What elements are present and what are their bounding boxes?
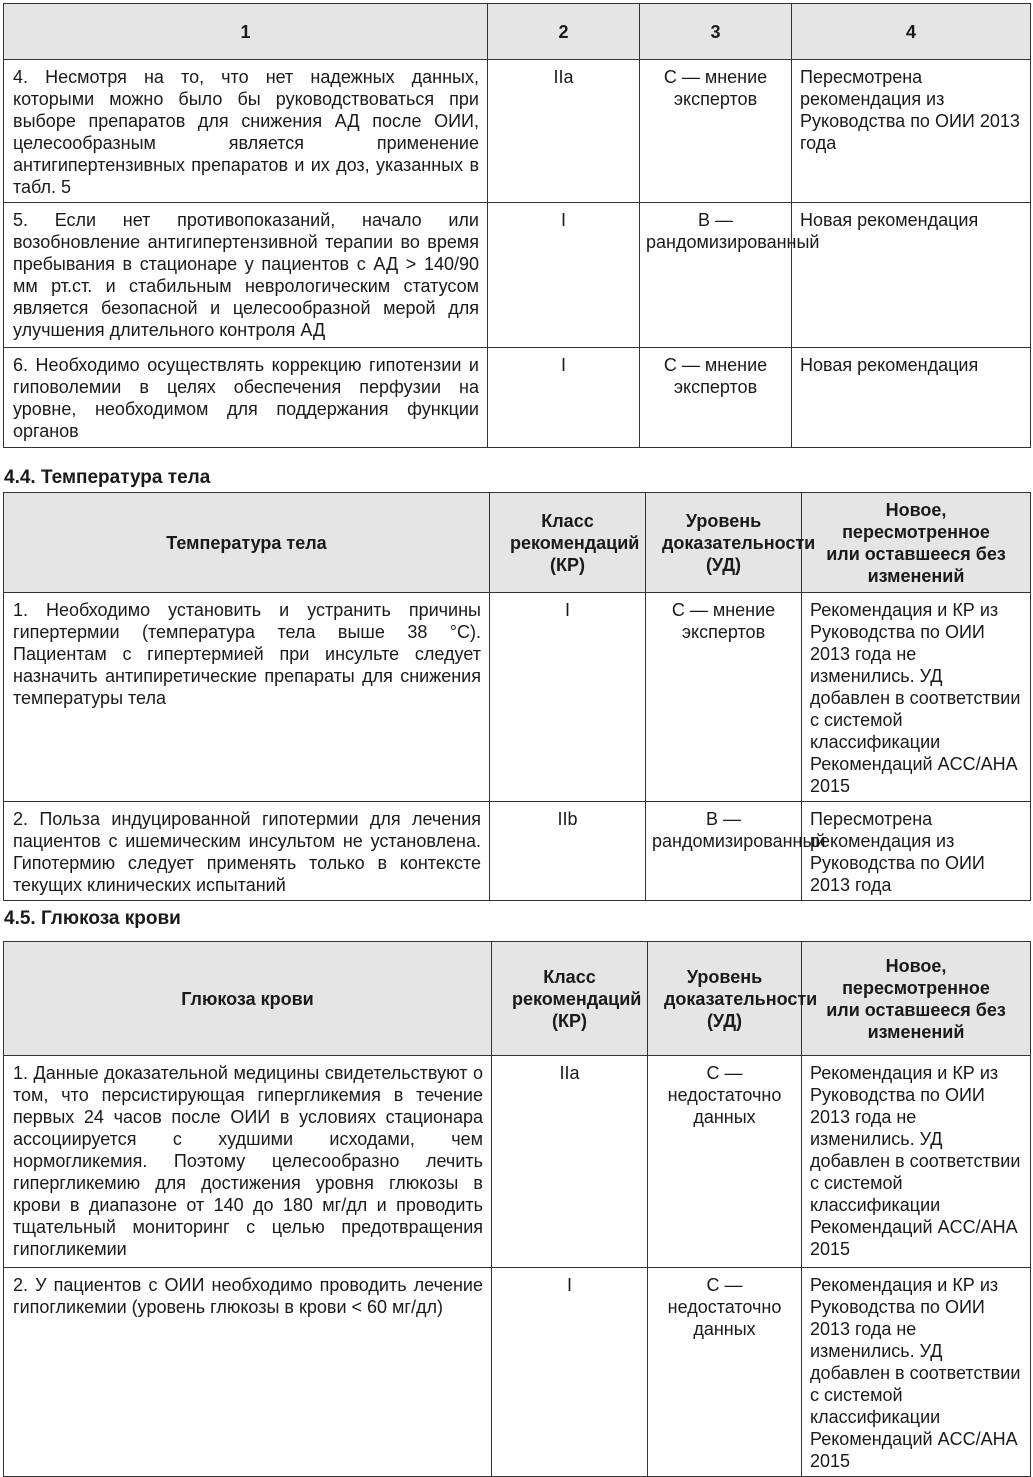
- evidence-level: C — недостаточно данных: [648, 1056, 802, 1268]
- recommendation-class: I: [490, 593, 646, 802]
- column-header: Класс рекомендаций (КР): [492, 942, 648, 1056]
- evidence-level: C — недостаточно данных: [648, 1268, 802, 1477]
- column-header: 2: [488, 4, 640, 60]
- table-row: [4, 593, 1031, 802]
- recommendation-text: 5. Если нет противопоказаний, начало или возобновление антигипертензивной терапии во время пребывания в стационаре у пациентов с АД > 140/90 мм рт.ст. и стабильным неврологическим статусом является безопасной и целесообразной мерой для улучшения длительного контроля АД: [4, 203, 488, 348]
- recommendation-status: Пересмотрена рекомендация из Руководства по ОИИ 2013 года: [792, 60, 1031, 203]
- column-header: Глюкоза крови: [4, 942, 492, 1056]
- column-header: Новое, пересмотренное или оставшееся без изменений: [802, 493, 1031, 593]
- evidence-level: C — мнение экспертов: [640, 348, 792, 448]
- recommendation-text: 1. Данные доказательной медицины свидетельствуют о том, что персистирующая гипергликемия в течение первых 24 часов после ОИИ в условиях стационара ассоциируется с худшими исходами, чем нормогликемия. Поэтому целесообразно лечить гипергликемию для достижения уровня глюкозы в крови в диапазоне от 140 до 180 мг/дл и проводить тщательный мониторинг с целью предотвращения гипогликемии: [4, 1056, 492, 1268]
- recommendation-status: Пересмотрена рекомендация из Руководства по ОИИ 2013 года: [802, 802, 1031, 901]
- recommendation-status: Рекомендация и КР из Руководства по ОИИ 2013 года не изменились. УД добавлен в соответствии с системой классификации Рекомендаций ACC/AHA 2015: [802, 593, 1031, 802]
- blood-pressure-table-continuation: [3, 3, 1031, 448]
- recommendation-text: 1. Необходимо установить и устранить причины гипертермии (температура тела выше 38 °С). Пациентам с гипертермией при инсульте следует назначить антипиретические препараты для снижения температуры тела: [4, 593, 490, 802]
- table-row: [4, 1268, 1031, 1477]
- recommendation-class: I: [488, 348, 640, 448]
- header-row: [4, 942, 1031, 1056]
- header-row: [4, 4, 1031, 60]
- recommendation-class: IIa: [492, 1056, 648, 1268]
- table-row: [4, 1056, 1031, 1268]
- column-header: 1: [4, 4, 488, 60]
- table-row: [4, 203, 1031, 348]
- recommendation-text: 6. Необходимо осуществлять коррекцию гипотензии и гиповолемии в целях обеспечения перфузии на уровне, необходимом для поддержания функции органов: [4, 348, 488, 448]
- section-heading-temperature: 4.4. Температура тела: [4, 467, 211, 488]
- table-row: [4, 348, 1031, 448]
- recommendation-class: I: [492, 1268, 648, 1477]
- recommendation-status: Рекомендация и КР из Руководства по ОИИ 2013 года не изменились. УД добавлен в соответствии с системой классификации Рекомендаций ACC/AHA 2015: [802, 1268, 1031, 1477]
- column-header: 3: [640, 4, 792, 60]
- column-header: Новое, пересмотренное или оставшееся без изменений: [802, 942, 1031, 1056]
- column-header: 4: [792, 4, 1031, 60]
- column-header: Уровень доказательности (УД): [646, 493, 802, 593]
- evidence-level: C — мнение экспертов: [640, 60, 792, 203]
- column-header: Температура тела: [4, 493, 490, 593]
- recommendation-text: 2. У пациентов с ОИИ необходимо проводить лечение гипогликемии (уровень глюкозы в крови < 60 мг/дл): [4, 1268, 492, 1477]
- evidence-level: C — мнение экспертов: [646, 593, 802, 802]
- evidence-level: B — рандомизированный: [646, 802, 802, 901]
- recommendation-status: Новая рекомендация: [792, 203, 1031, 348]
- recommendation-class: IIa: [488, 60, 640, 203]
- recommendation-status: Новая рекомендация: [792, 348, 1031, 448]
- evidence-level: B — рандомизированный: [640, 203, 792, 348]
- recommendation-class: IIb: [490, 802, 646, 901]
- recommendation-text: 2. Польза индуцированной гипотермии для лечения пациентов с ишемическим инсультом не установлена. Гипотермию следует применять только в контексте текущих клинических испытаний: [4, 802, 490, 901]
- recommendation-class: I: [488, 203, 640, 348]
- section-heading-glucose: 4.5. Глюкоза крови: [4, 908, 181, 929]
- table-row: [4, 60, 1031, 203]
- recommendation-status: Рекомендация и КР из Руководства по ОИИ 2013 года не изменились. УД добавлен в соответствии с системой классификации Рекомендаций ACC/AHA 2015: [802, 1056, 1031, 1268]
- column-header: Класс рекомендаций (КР): [490, 493, 646, 593]
- glucose-table: [3, 941, 1031, 1477]
- table-row: [4, 802, 1031, 901]
- column-header: Уровень доказательности (УД): [648, 942, 802, 1056]
- recommendation-text: 4. Несмотря на то, что нет надежных данных, которыми можно было бы руководствоваться при выборе препаратов для снижения АД после ОИИ, целесообразным является применение антигипертензивных препаратов и их доз, указанных в табл. 5: [4, 60, 488, 203]
- temperature-table: [3, 492, 1031, 901]
- header-row: [4, 493, 1031, 593]
